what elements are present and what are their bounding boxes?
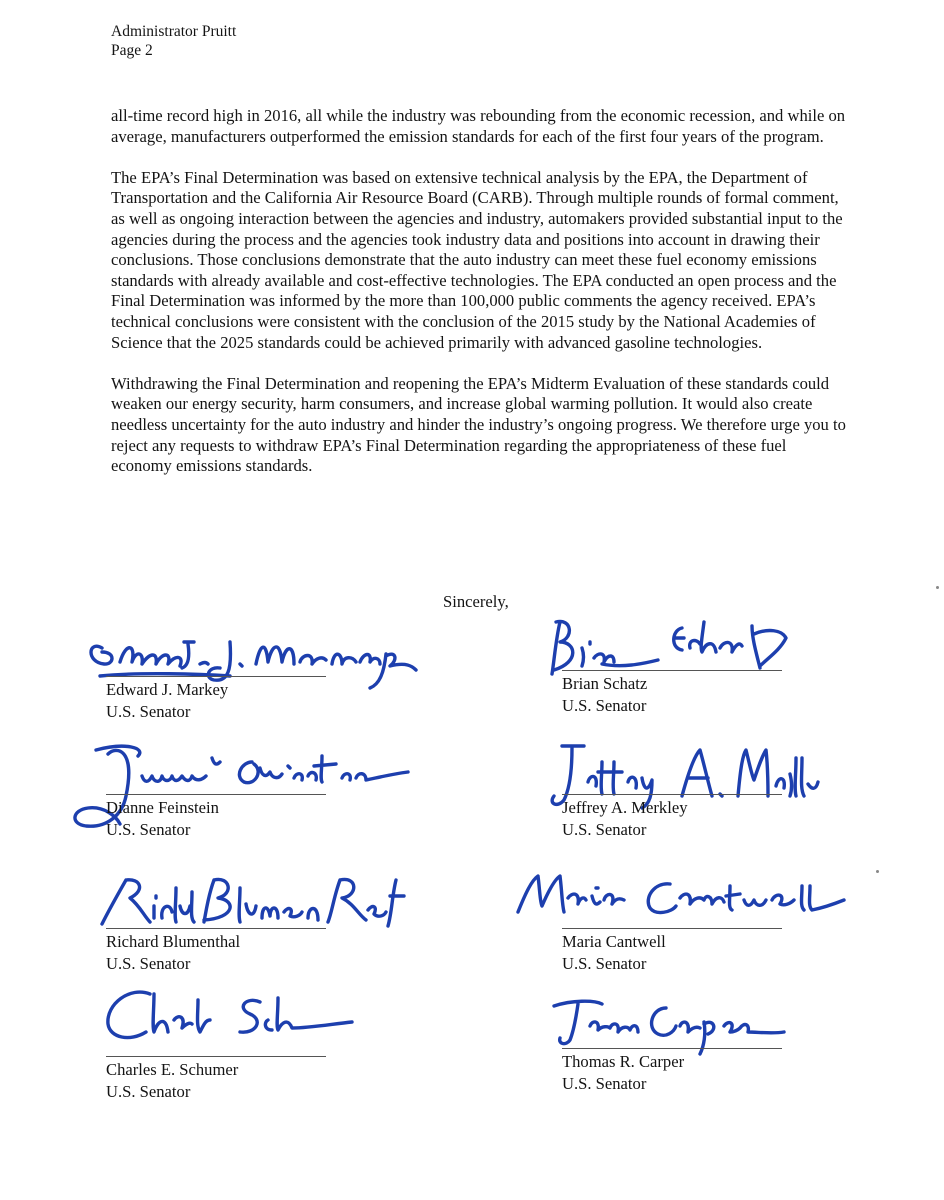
signature-schumer bbox=[100, 980, 370, 1050]
signature-block-carper bbox=[562, 996, 862, 1126]
signature-line bbox=[562, 928, 782, 929]
signatory-title: U.S. Senator bbox=[562, 696, 647, 715]
scan-speck bbox=[876, 870, 879, 873]
scan-speck bbox=[936, 586, 939, 589]
signature-line bbox=[106, 1056, 326, 1057]
signature-line bbox=[106, 794, 326, 795]
page-number: Page 2 bbox=[111, 42, 153, 59]
signatory-name: Jeffrey A. Merkley bbox=[562, 798, 688, 817]
signatory-name: Edward J. Markey bbox=[106, 680, 229, 699]
signatory-title: U.S. Senator bbox=[562, 954, 647, 973]
signature-blumenthal bbox=[96, 866, 416, 936]
signatory-name: Dianne Feinstein bbox=[106, 798, 219, 817]
signatory-title: U.S. Senator bbox=[106, 820, 191, 839]
signatory-name: Brian Schatz bbox=[562, 674, 648, 693]
signatory-name: Thomas R. Carper bbox=[562, 1052, 685, 1071]
paragraph-2: The EPA’s Final Determination was based on extensive technical analysis by the EPA, the Department of Transportation and the California Air Resource Board (CARB). Through multiple rounds of formal comment, as well as ongoing interaction between the agencies and industry, automakers provided substantial input to the agencies during the process and the agencies took industry data and positions into account in drawing their conclusions. Those conclusions demonstrate that the auto industry can meet these fuel economy emissions standards with already available and cost-effective technologies. The EPA conducted an open process and the Final Determination was informed by the more than 100,000 public comments the agency received. EPA’s technical conclusions were consistent with the conclusion of the 2015 study by the National Academies of Science that the 2025 standards could be achieved primarily with advanced gasoline technologies. bbox=[111, 167, 843, 352]
signature-line bbox=[562, 1048, 782, 1049]
signatory-title: U.S. Senator bbox=[562, 820, 647, 839]
signatory-title: U.S. Senator bbox=[106, 702, 191, 721]
signature-line bbox=[106, 928, 326, 929]
closing-salutation: Sincerely, bbox=[443, 592, 509, 611]
signature-block-merkley bbox=[562, 742, 862, 872]
recipient-line: Administrator Pruitt bbox=[111, 23, 237, 40]
signature-block-schumer bbox=[106, 990, 406, 1120]
signature-line bbox=[562, 794, 782, 795]
signature-block-feinstein bbox=[106, 742, 406, 872]
signature-line bbox=[562, 670, 782, 671]
signature-block-cantwell bbox=[562, 872, 862, 1002]
signature-block-schatz bbox=[562, 618, 862, 748]
signature-line bbox=[106, 676, 326, 677]
paragraph-3: Withdrawing the Final Determination and reopening the EPA’s Midterm Evaluation of these standards could weaken our energy security, harm consumers, and increase global warming pollution. It would also create needless uncertainty for the auto industry and hinder the industry’s ongoing progress. We therefore urge you to reject any requests to withdraw EPA’s Final Determination regarding the appropriateness of these fuel economy emissions standards. bbox=[111, 373, 846, 476]
signatory-title: U.S. Senator bbox=[562, 1074, 647, 1093]
signatory-name: Maria Cantwell bbox=[562, 932, 666, 951]
letter-body bbox=[111, 106, 846, 497]
letter-header bbox=[111, 22, 236, 60]
signatory-title: U.S. Senator bbox=[106, 954, 191, 973]
signatory-name: Richard Blumenthal bbox=[106, 932, 241, 951]
signatory-title: U.S. Senator bbox=[106, 1082, 191, 1101]
signature-cantwell bbox=[512, 862, 862, 932]
paragraph-1: all-time record high in 2016, all while the industry was rebounding from the economic recession, and while on average, manufacturers outperformed the emission standards for each of the first four years of the program. bbox=[111, 106, 846, 146]
signature-block-markey bbox=[106, 618, 406, 748]
signatory-name: Charles E. Schumer bbox=[106, 1060, 239, 1079]
